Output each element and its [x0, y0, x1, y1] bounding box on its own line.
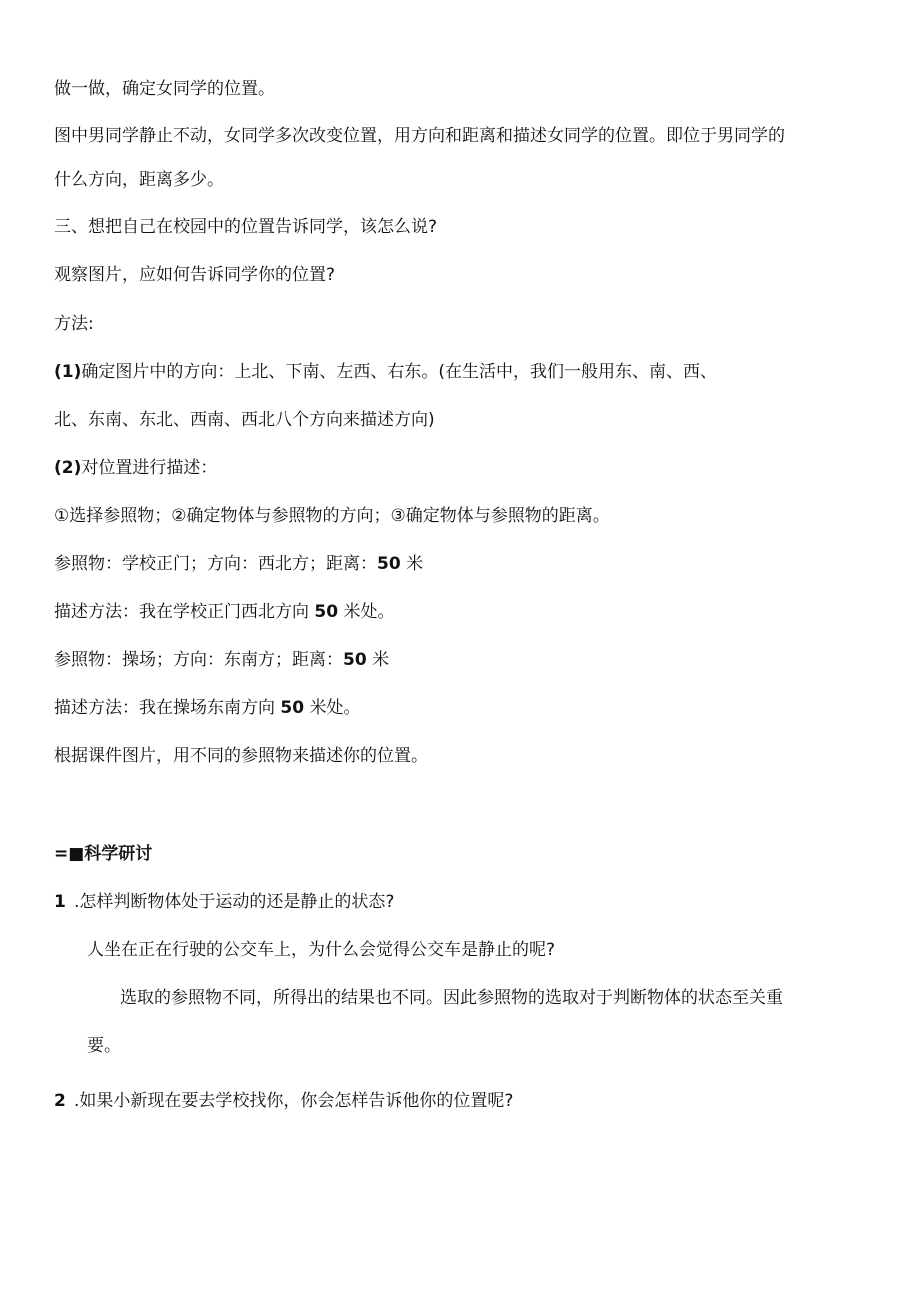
example1-distance-value: 50	[377, 554, 401, 574]
example2-distance-value: 50	[343, 650, 367, 670]
step1-number: (1)	[54, 362, 82, 382]
step1-text-line1: 确定图片中的方向：上北、下南、左西、右东。(在生活中，我们一般用东、南、西、	[81, 362, 718, 382]
example2-reference-text: 参照物：操场；方向：东南方；距离：	[54, 650, 343, 670]
activity-description-line2: 什么方向，距离多少。	[54, 170, 224, 190]
question2-number: 2	[54, 1091, 66, 1111]
example1-desc-distance: 50	[314, 602, 339, 622]
step2-line	[54, 457, 217, 479]
step1-line1	[54, 361, 717, 383]
example2-desc-suffix: 米处。	[309, 698, 361, 718]
example1-desc-text: 描述方法：我在学校正门西北方向	[54, 602, 309, 622]
example1-desc-suffix: 米处。	[343, 602, 395, 622]
closing-instruction: 根据课件图片，用不同的参照物来描述你的位置。	[54, 746, 428, 766]
activity-title: 做一做，确定女同学的位置。	[54, 79, 275, 99]
step2-number: (2)	[54, 458, 82, 478]
example2-distance-unit: 米	[372, 650, 390, 670]
example2-desc-text: 描述方法：我在操场东南方向	[54, 698, 275, 718]
question1-number: 1	[54, 892, 66, 912]
example1-distance-unit: 米	[406, 554, 424, 574]
step2-text: 对位置进行描述：	[81, 458, 218, 478]
observe-instruction: 观察图片，应如何告诉同学你的位置?	[54, 265, 336, 285]
example1-reference	[54, 553, 423, 575]
question1-answer-line2: 要。	[87, 1036, 121, 1056]
activity-description-line1: 图中男同学静止不动，女同学多次改变位置，用方向和距离和描述女同学的位置。即位于男同学的	[54, 126, 785, 146]
question1-text: .怎样判断物体处于运动的还是静止的状态?	[74, 892, 395, 912]
step1-line2: 北、东南、东北、西南、西北八个方向来描述方向)	[54, 410, 435, 430]
method-label: 方法:	[54, 314, 94, 334]
example2-description	[54, 697, 360, 719]
example1-description	[54, 601, 394, 623]
example1-reference-text: 参照物：学校正门；方向：西北方；距离：	[54, 554, 377, 574]
example2-desc-distance: 50	[280, 698, 305, 718]
question1-subquestion: 人坐在正在行驶的公交车上，为什么会觉得公交车是静止的呢?	[87, 940, 556, 960]
science-discussion-heading: =■科学研讨	[54, 844, 153, 864]
section-three-title: 三、想把自己在校园中的位置告诉同学，该怎么说?	[54, 217, 438, 237]
question1-answer-line1: 选取的参照物不同，所得出的结果也不同。因此参照物的选取对于判断物体的状态至关重	[120, 988, 783, 1008]
question2-text: .如果小新现在要去学校找你，你会怎样告诉他你的位置呢?	[74, 1091, 514, 1111]
steps-summary: ①选择参照物；②确定物体与参照物的方向；③确定物体与参照物的距离。	[54, 506, 610, 526]
example2-reference	[54, 649, 389, 671]
